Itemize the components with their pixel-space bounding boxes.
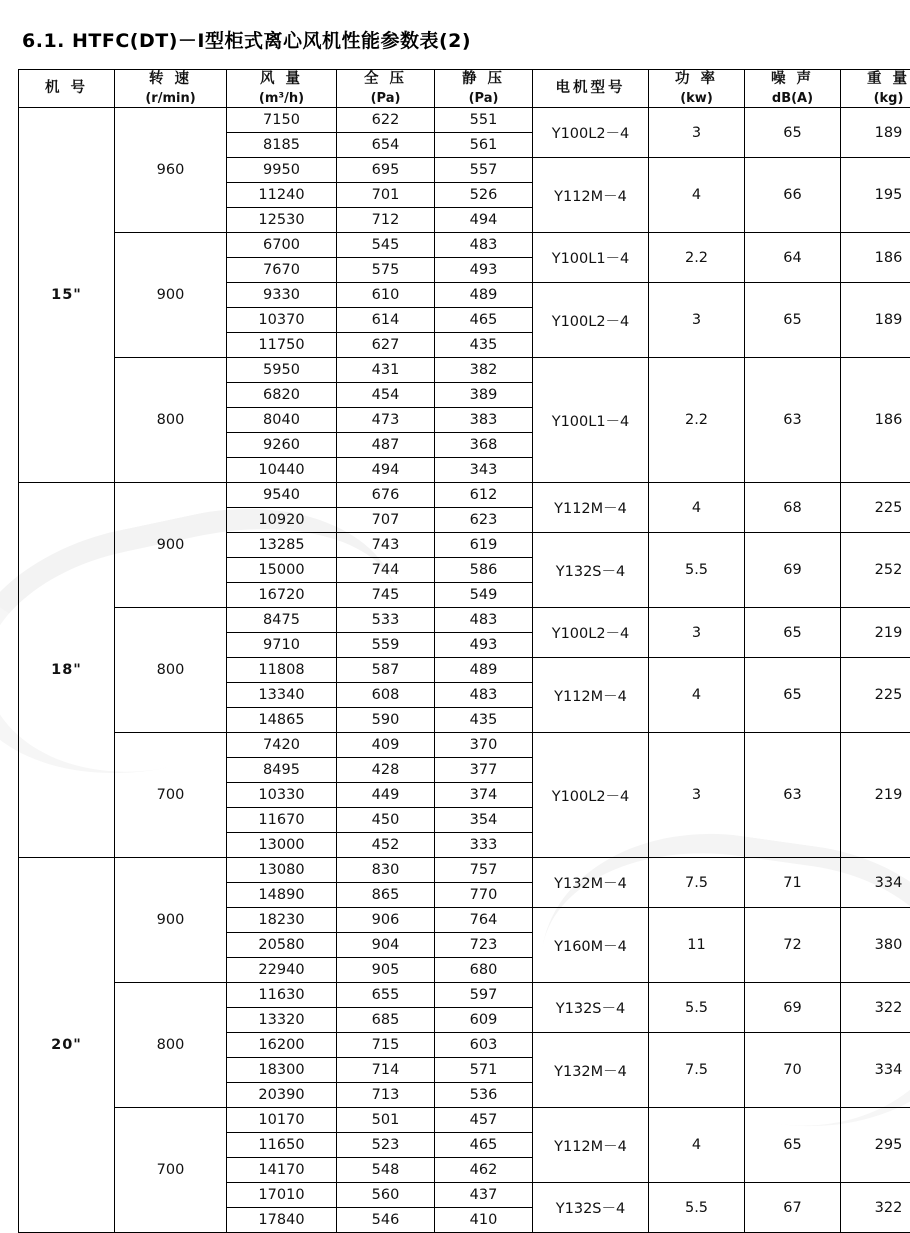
cell-total-pressure: 494 xyxy=(337,458,435,483)
cell-power: 4 xyxy=(649,158,745,233)
table-row xyxy=(19,1108,910,1133)
cell-static-pressure: 549 xyxy=(435,583,533,608)
cell-total-pressure: 655 xyxy=(337,983,435,1008)
cell-power: 7.5 xyxy=(649,1033,745,1108)
cell-power: 3 xyxy=(649,283,745,358)
cell-noise: 72 xyxy=(745,908,841,983)
header-sub-static-pressure: (Pa) xyxy=(435,90,532,108)
cell-airflow: 17840 xyxy=(227,1208,337,1233)
cell-weight: 322 xyxy=(841,983,910,1033)
cell-airflow: 13285 xyxy=(227,533,337,558)
cell-total-pressure: 707 xyxy=(337,508,435,533)
cell-motor-model: Y112M－4 xyxy=(533,158,649,233)
table-row xyxy=(19,983,910,1008)
cell-noise: 65 xyxy=(745,658,841,733)
cell-total-pressure: 654 xyxy=(337,133,435,158)
cell-total-pressure: 501 xyxy=(337,1108,435,1133)
cell-fan-model: 20" xyxy=(19,858,115,1233)
table-row xyxy=(19,733,910,758)
cell-noise: 70 xyxy=(745,1033,841,1108)
cell-speed: 960 xyxy=(115,108,227,233)
cell-weight: 195 xyxy=(841,158,910,233)
cell-motor-model: Y132S－4 xyxy=(533,533,649,608)
cell-airflow: 20390 xyxy=(227,1083,337,1108)
cell-total-pressure: 622 xyxy=(337,108,435,133)
cell-static-pressure: 437 xyxy=(435,1183,533,1208)
cell-motor-model: Y100L2－4 xyxy=(533,283,649,358)
cell-motor-model: Y100L2－4 xyxy=(533,733,649,858)
cell-static-pressure: 619 xyxy=(435,533,533,558)
cell-static-pressure: 757 xyxy=(435,858,533,883)
cell-static-pressure: 557 xyxy=(435,158,533,183)
cell-static-pressure: 465 xyxy=(435,1133,533,1158)
cell-motor-model: Y132S－4 xyxy=(533,1183,649,1233)
cell-airflow: 9260 xyxy=(227,433,337,458)
cell-weight: 334 xyxy=(841,1033,910,1108)
table-row xyxy=(19,233,910,258)
cell-airflow: 11808 xyxy=(227,658,337,683)
cell-static-pressure: 586 xyxy=(435,558,533,583)
cell-power: 5.5 xyxy=(649,533,745,608)
cell-total-pressure: 428 xyxy=(337,758,435,783)
cell-total-pressure: 560 xyxy=(337,1183,435,1208)
cell-airflow: 9710 xyxy=(227,633,337,658)
cell-static-pressure: 483 xyxy=(435,233,533,258)
cell-motor-model: Y112M－4 xyxy=(533,1108,649,1183)
cell-static-pressure: 571 xyxy=(435,1058,533,1083)
cell-motor-model: Y132M－4 xyxy=(533,1033,649,1108)
cell-noise: 65 xyxy=(745,608,841,658)
cell-total-pressure: 473 xyxy=(337,408,435,433)
cell-total-pressure: 575 xyxy=(337,258,435,283)
cell-total-pressure: 744 xyxy=(337,558,435,583)
cell-static-pressure: 483 xyxy=(435,608,533,633)
cell-noise: 63 xyxy=(745,358,841,483)
header-label-model: 机 号 xyxy=(19,79,114,99)
header-label-power: 功 率 xyxy=(649,70,744,90)
cell-airflow: 14865 xyxy=(227,708,337,733)
cell-static-pressure: 389 xyxy=(435,383,533,408)
cell-noise: 63 xyxy=(745,733,841,858)
cell-static-pressure: 435 xyxy=(435,333,533,358)
cell-noise: 64 xyxy=(745,233,841,283)
header-sub-rpm: (r/min) xyxy=(115,90,226,108)
cell-total-pressure: 906 xyxy=(337,908,435,933)
cell-airflow: 22940 xyxy=(227,958,337,983)
cell-static-pressure: 561 xyxy=(435,133,533,158)
cell-airflow: 11670 xyxy=(227,808,337,833)
cell-static-pressure: 374 xyxy=(435,783,533,808)
cell-airflow: 9950 xyxy=(227,158,337,183)
cell-motor-model: Y100L2－4 xyxy=(533,608,649,658)
header-cell-noise xyxy=(745,70,841,108)
cell-total-pressure: 614 xyxy=(337,308,435,333)
cell-speed: 900 xyxy=(115,233,227,358)
cell-airflow: 13000 xyxy=(227,833,337,858)
header-label-noise: 噪 声 xyxy=(745,70,840,90)
cell-airflow: 10440 xyxy=(227,458,337,483)
cell-airflow: 11240 xyxy=(227,183,337,208)
header-row xyxy=(19,70,910,108)
cell-noise: 65 xyxy=(745,108,841,158)
cell-noise: 68 xyxy=(745,483,841,533)
cell-airflow: 16720 xyxy=(227,583,337,608)
header-label-motor-model: 电机型号 xyxy=(533,79,648,99)
cell-power: 5.5 xyxy=(649,983,745,1033)
cell-total-pressure: 450 xyxy=(337,808,435,833)
cell-power: 4 xyxy=(649,483,745,533)
cell-airflow: 5950 xyxy=(227,358,337,383)
cell-speed: 800 xyxy=(115,608,227,733)
cell-static-pressure: 343 xyxy=(435,458,533,483)
cell-power: 7.5 xyxy=(649,858,745,908)
cell-noise: 67 xyxy=(745,1183,841,1233)
cell-static-pressure: 333 xyxy=(435,833,533,858)
cell-total-pressure: 676 xyxy=(337,483,435,508)
cell-airflow: 10920 xyxy=(227,508,337,533)
header-cell-rpm xyxy=(115,70,227,108)
cell-power: 2.2 xyxy=(649,233,745,283)
cell-static-pressure: 493 xyxy=(435,258,533,283)
header-sub-noise: dB(A) xyxy=(745,90,840,108)
cell-airflow: 17010 xyxy=(227,1183,337,1208)
cell-total-pressure: 454 xyxy=(337,383,435,408)
cell-speed: 700 xyxy=(115,1108,227,1233)
cell-airflow: 13320 xyxy=(227,1008,337,1033)
cell-weight: 186 xyxy=(841,358,910,483)
cell-total-pressure: 590 xyxy=(337,708,435,733)
cell-static-pressure: 457 xyxy=(435,1108,533,1133)
header-sub-weight: (kg) xyxy=(841,90,910,108)
cell-total-pressure: 714 xyxy=(337,1058,435,1083)
cell-speed: 900 xyxy=(115,483,227,608)
cell-static-pressure: 377 xyxy=(435,758,533,783)
cell-airflow: 18230 xyxy=(227,908,337,933)
cell-airflow: 11650 xyxy=(227,1133,337,1158)
cell-static-pressure: 680 xyxy=(435,958,533,983)
cell-weight: 225 xyxy=(841,483,910,533)
cell-total-pressure: 865 xyxy=(337,883,435,908)
cell-fan-model: 18" xyxy=(19,483,115,858)
table-body xyxy=(19,108,910,1233)
cell-weight: 189 xyxy=(841,283,910,358)
cell-static-pressure: 764 xyxy=(435,908,533,933)
cell-weight: 219 xyxy=(841,733,910,858)
cell-weight: 225 xyxy=(841,658,910,733)
cell-static-pressure: 494 xyxy=(435,208,533,233)
cell-total-pressure: 830 xyxy=(337,858,435,883)
table-row xyxy=(19,108,910,133)
cell-motor-model: Y100L2－4 xyxy=(533,108,649,158)
cell-noise: 69 xyxy=(745,533,841,608)
cell-motor-model: Y160M－4 xyxy=(533,908,649,983)
cell-airflow: 6700 xyxy=(227,233,337,258)
cell-total-pressure: 559 xyxy=(337,633,435,658)
cell-static-pressure: 723 xyxy=(435,933,533,958)
cell-static-pressure: 370 xyxy=(435,733,533,758)
cell-total-pressure: 712 xyxy=(337,208,435,233)
cell-airflow: 11750 xyxy=(227,333,337,358)
cell-airflow: 10170 xyxy=(227,1108,337,1133)
cell-airflow: 6820 xyxy=(227,383,337,408)
cell-total-pressure: 546 xyxy=(337,1208,435,1233)
cell-power: 5.5 xyxy=(649,1183,745,1233)
cell-airflow: 18300 xyxy=(227,1058,337,1083)
cell-static-pressure: 489 xyxy=(435,658,533,683)
cell-fan-model: 15" xyxy=(19,108,115,483)
cell-total-pressure: 545 xyxy=(337,233,435,258)
cell-airflow: 10330 xyxy=(227,783,337,808)
cell-static-pressure: 368 xyxy=(435,433,533,458)
cell-motor-model: Y132M－4 xyxy=(533,858,649,908)
header-cell-motor-model xyxy=(533,70,649,108)
cell-airflow: 15000 xyxy=(227,558,337,583)
table-row xyxy=(19,358,910,383)
cell-power: 4 xyxy=(649,658,745,733)
cell-static-pressure: 489 xyxy=(435,283,533,308)
cell-power: 11 xyxy=(649,908,745,983)
cell-total-pressure: 449 xyxy=(337,783,435,808)
cell-total-pressure: 743 xyxy=(337,533,435,558)
cell-motor-model: Y112M－4 xyxy=(533,483,649,533)
cell-weight: 186 xyxy=(841,233,910,283)
cell-airflow: 16200 xyxy=(227,1033,337,1058)
cell-power: 4 xyxy=(649,1108,745,1183)
cell-airflow: 13340 xyxy=(227,683,337,708)
cell-total-pressure: 685 xyxy=(337,1008,435,1033)
cell-airflow: 13080 xyxy=(227,858,337,883)
cell-static-pressure: 462 xyxy=(435,1158,533,1183)
cell-static-pressure: 526 xyxy=(435,183,533,208)
cell-power: 3 xyxy=(649,608,745,658)
cell-airflow: 14890 xyxy=(227,883,337,908)
cell-airflow: 10370 xyxy=(227,308,337,333)
table-row xyxy=(19,608,910,633)
cell-weight: 295 xyxy=(841,1108,910,1183)
cell-airflow: 7150 xyxy=(227,108,337,133)
cell-airflow: 8040 xyxy=(227,408,337,433)
cell-airflow: 9540 xyxy=(227,483,337,508)
cell-total-pressure: 905 xyxy=(337,958,435,983)
cell-total-pressure: 548 xyxy=(337,1158,435,1183)
performance-parameter-table xyxy=(18,69,910,1233)
header-sub-total-pressure: (Pa) xyxy=(337,90,434,108)
cell-total-pressure: 701 xyxy=(337,183,435,208)
cell-airflow: 14170 xyxy=(227,1158,337,1183)
cell-noise: 65 xyxy=(745,283,841,358)
cell-static-pressure: 354 xyxy=(435,808,533,833)
cell-weight: 380 xyxy=(841,908,910,983)
cell-motor-model: Y100L1－4 xyxy=(533,233,649,283)
cell-power: 3 xyxy=(649,733,745,858)
cell-total-pressure: 745 xyxy=(337,583,435,608)
header-cell-power xyxy=(649,70,745,108)
cell-power: 2.2 xyxy=(649,358,745,483)
cell-static-pressure: 551 xyxy=(435,108,533,133)
header-sub-power: (kw) xyxy=(649,90,744,108)
cell-static-pressure: 435 xyxy=(435,708,533,733)
header-cell-flow xyxy=(227,70,337,108)
cell-static-pressure: 410 xyxy=(435,1208,533,1233)
cell-total-pressure: 610 xyxy=(337,283,435,308)
cell-static-pressure: 536 xyxy=(435,1083,533,1108)
cell-static-pressure: 483 xyxy=(435,683,533,708)
cell-total-pressure: 904 xyxy=(337,933,435,958)
cell-motor-model: Y112M－4 xyxy=(533,658,649,733)
cell-total-pressure: 523 xyxy=(337,1133,435,1158)
cell-speed: 700 xyxy=(115,733,227,858)
cell-noise: 66 xyxy=(745,158,841,233)
cell-airflow: 11630 xyxy=(227,983,337,1008)
cell-weight: 322 xyxy=(841,1183,910,1233)
cell-static-pressure: 603 xyxy=(435,1033,533,1058)
cell-weight: 219 xyxy=(841,608,910,658)
cell-airflow: 12530 xyxy=(227,208,337,233)
cell-static-pressure: 623 xyxy=(435,508,533,533)
cell-weight: 189 xyxy=(841,108,910,158)
cell-weight: 252 xyxy=(841,533,910,608)
cell-speed: 800 xyxy=(115,358,227,483)
header-cell-total-pressure xyxy=(337,70,435,108)
page-title: 6.1. HTFC(DT)－Ⅰ型柜式离心风机性能参数表(2) xyxy=(0,0,910,69)
cell-total-pressure: 713 xyxy=(337,1083,435,1108)
cell-static-pressure: 597 xyxy=(435,983,533,1008)
cell-static-pressure: 609 xyxy=(435,1008,533,1033)
cell-airflow: 8495 xyxy=(227,758,337,783)
header-cell-model xyxy=(19,70,115,108)
cell-static-pressure: 383 xyxy=(435,408,533,433)
cell-airflow: 7420 xyxy=(227,733,337,758)
cell-total-pressure: 533 xyxy=(337,608,435,633)
table-row xyxy=(19,483,910,508)
cell-speed: 800 xyxy=(115,983,227,1108)
cell-static-pressure: 612 xyxy=(435,483,533,508)
cell-motor-model: Y132S－4 xyxy=(533,983,649,1033)
table-row xyxy=(19,858,910,883)
header-label-static-pressure: 静 压 xyxy=(435,70,532,90)
cell-airflow: 9330 xyxy=(227,283,337,308)
cell-total-pressure: 452 xyxy=(337,833,435,858)
table-header xyxy=(19,70,910,108)
cell-static-pressure: 465 xyxy=(435,308,533,333)
cell-airflow: 8475 xyxy=(227,608,337,633)
cell-static-pressure: 493 xyxy=(435,633,533,658)
cell-noise: 69 xyxy=(745,983,841,1033)
cell-airflow: 20580 xyxy=(227,933,337,958)
cell-total-pressure: 431 xyxy=(337,358,435,383)
cell-total-pressure: 409 xyxy=(337,733,435,758)
cell-airflow: 7670 xyxy=(227,258,337,283)
cell-speed: 900 xyxy=(115,858,227,983)
cell-power: 3 xyxy=(649,108,745,158)
cell-total-pressure: 608 xyxy=(337,683,435,708)
cell-total-pressure: 627 xyxy=(337,333,435,358)
cell-static-pressure: 382 xyxy=(435,358,533,383)
cell-noise: 65 xyxy=(745,1108,841,1183)
header-label-flow: 风 量 xyxy=(227,70,336,90)
cell-noise: 71 xyxy=(745,858,841,908)
cell-weight: 334 xyxy=(841,858,910,908)
header-label-total-pressure: 全 压 xyxy=(337,70,434,90)
header-label-weight: 重 量 xyxy=(841,70,910,90)
cell-static-pressure: 770 xyxy=(435,883,533,908)
cell-total-pressure: 487 xyxy=(337,433,435,458)
cell-airflow: 8185 xyxy=(227,133,337,158)
header-cell-static-pressure xyxy=(435,70,533,108)
cell-total-pressure: 715 xyxy=(337,1033,435,1058)
header-sub-flow: (m³/h) xyxy=(227,90,336,108)
header-label-rpm: 转 速 xyxy=(115,70,226,90)
cell-total-pressure: 587 xyxy=(337,658,435,683)
cell-motor-model: Y100L1－4 xyxy=(533,358,649,483)
header-cell-weight xyxy=(841,70,910,108)
cell-total-pressure: 695 xyxy=(337,158,435,183)
